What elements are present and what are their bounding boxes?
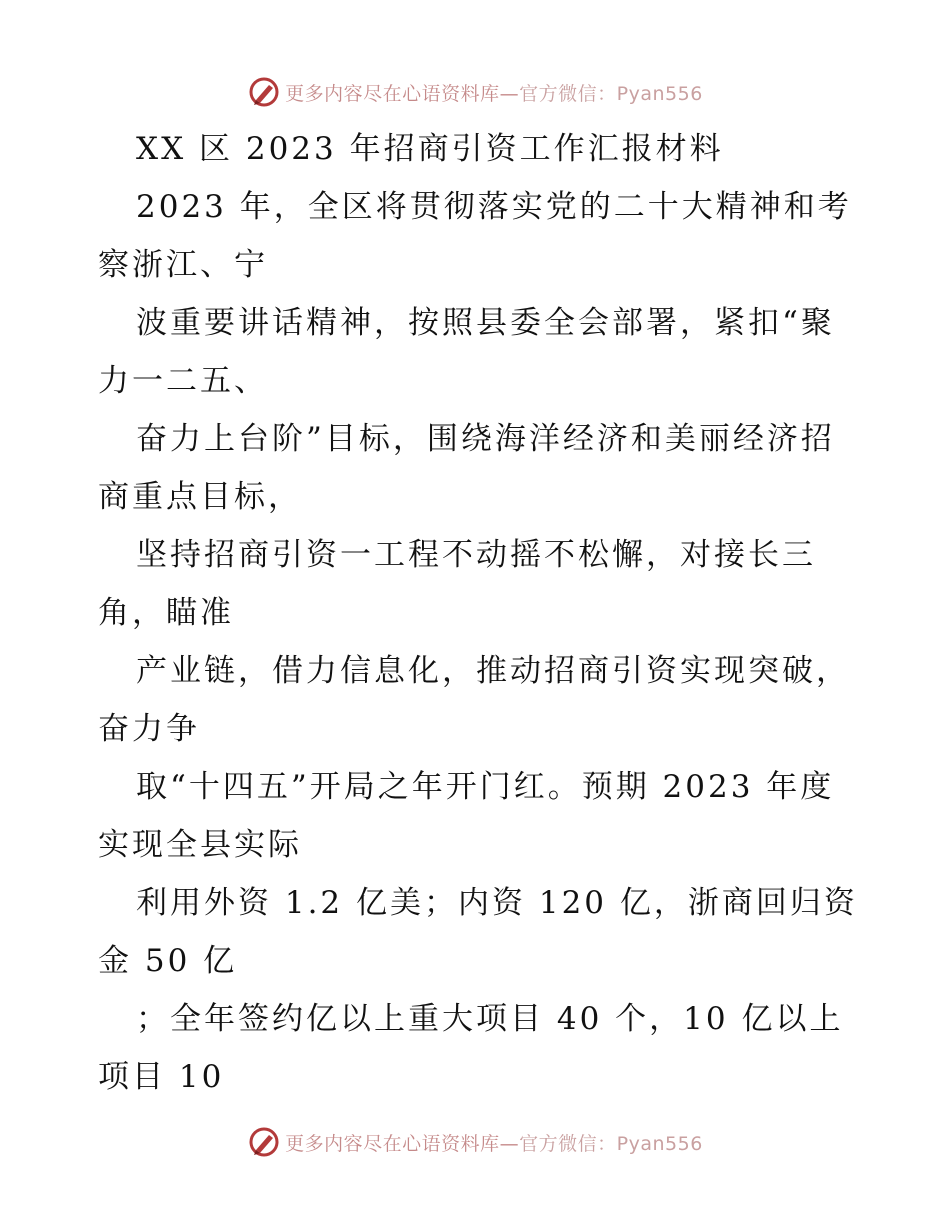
paragraph-line: 项目 10 <box>98 1059 225 1095</box>
banner-main-text: 更多内容尽在心语资料库— <box>285 82 520 105</box>
document-title: XX 区 2023 年招商引资工作汇报材料 <box>136 131 724 167</box>
paragraph-line: ；全年签约亿以上重大项目 40 个，10 亿以上 <box>136 1001 844 1037</box>
paragraph-line: 实现全县实际 <box>98 827 302 863</box>
paragraph-line: 奋力争 <box>98 711 200 747</box>
paragraph-line: 察浙江、宁 <box>98 247 268 283</box>
banner-main-text: 更多内容尽在心语资料库— <box>285 1132 520 1155</box>
paragraph-line: 利用外资 1.2 亿美；内资 120 亿，浙商回归资 <box>136 885 858 921</box>
footer-banner <box>0 1122 950 1162</box>
paragraph-line: 金 50 亿 <box>98 943 238 979</box>
document-body <box>98 120 858 1106</box>
pen-logo-icon <box>247 75 281 109</box>
paragraph-line: 取“十四五”开局之年开门红。预期 2023 年度 <box>136 769 835 805</box>
pen-logo-icon <box>247 1125 281 1159</box>
paragraph-line: 坚持招商引资一工程不动摇不松懈，对接长三 <box>136 537 816 573</box>
banner-wechat-text: 官方微信：Pyan556 <box>519 82 703 105</box>
paragraph-line: 2023 年，全区将贯彻落实党的二十大精神和考 <box>136 189 852 225</box>
paragraph-line: 角，瞄准 <box>98 595 234 631</box>
banner-wechat-text: 官方微信：Pyan556 <box>519 1132 703 1155</box>
header-banner <box>0 72 950 112</box>
paragraph-line: 奋力上台阶”目标，围绕海洋经济和美丽经济招 <box>136 421 835 457</box>
paragraph-line: 商重点目标， <box>98 479 302 515</box>
paragraph-line: 波重要讲话精神，按照县委全会部署，紧扣“聚 <box>136 305 835 341</box>
paragraph-line: 产业链，借力信息化，推动招商引资实现突破， <box>136 653 850 689</box>
paragraph-line: 力一二五、 <box>98 363 268 399</box>
